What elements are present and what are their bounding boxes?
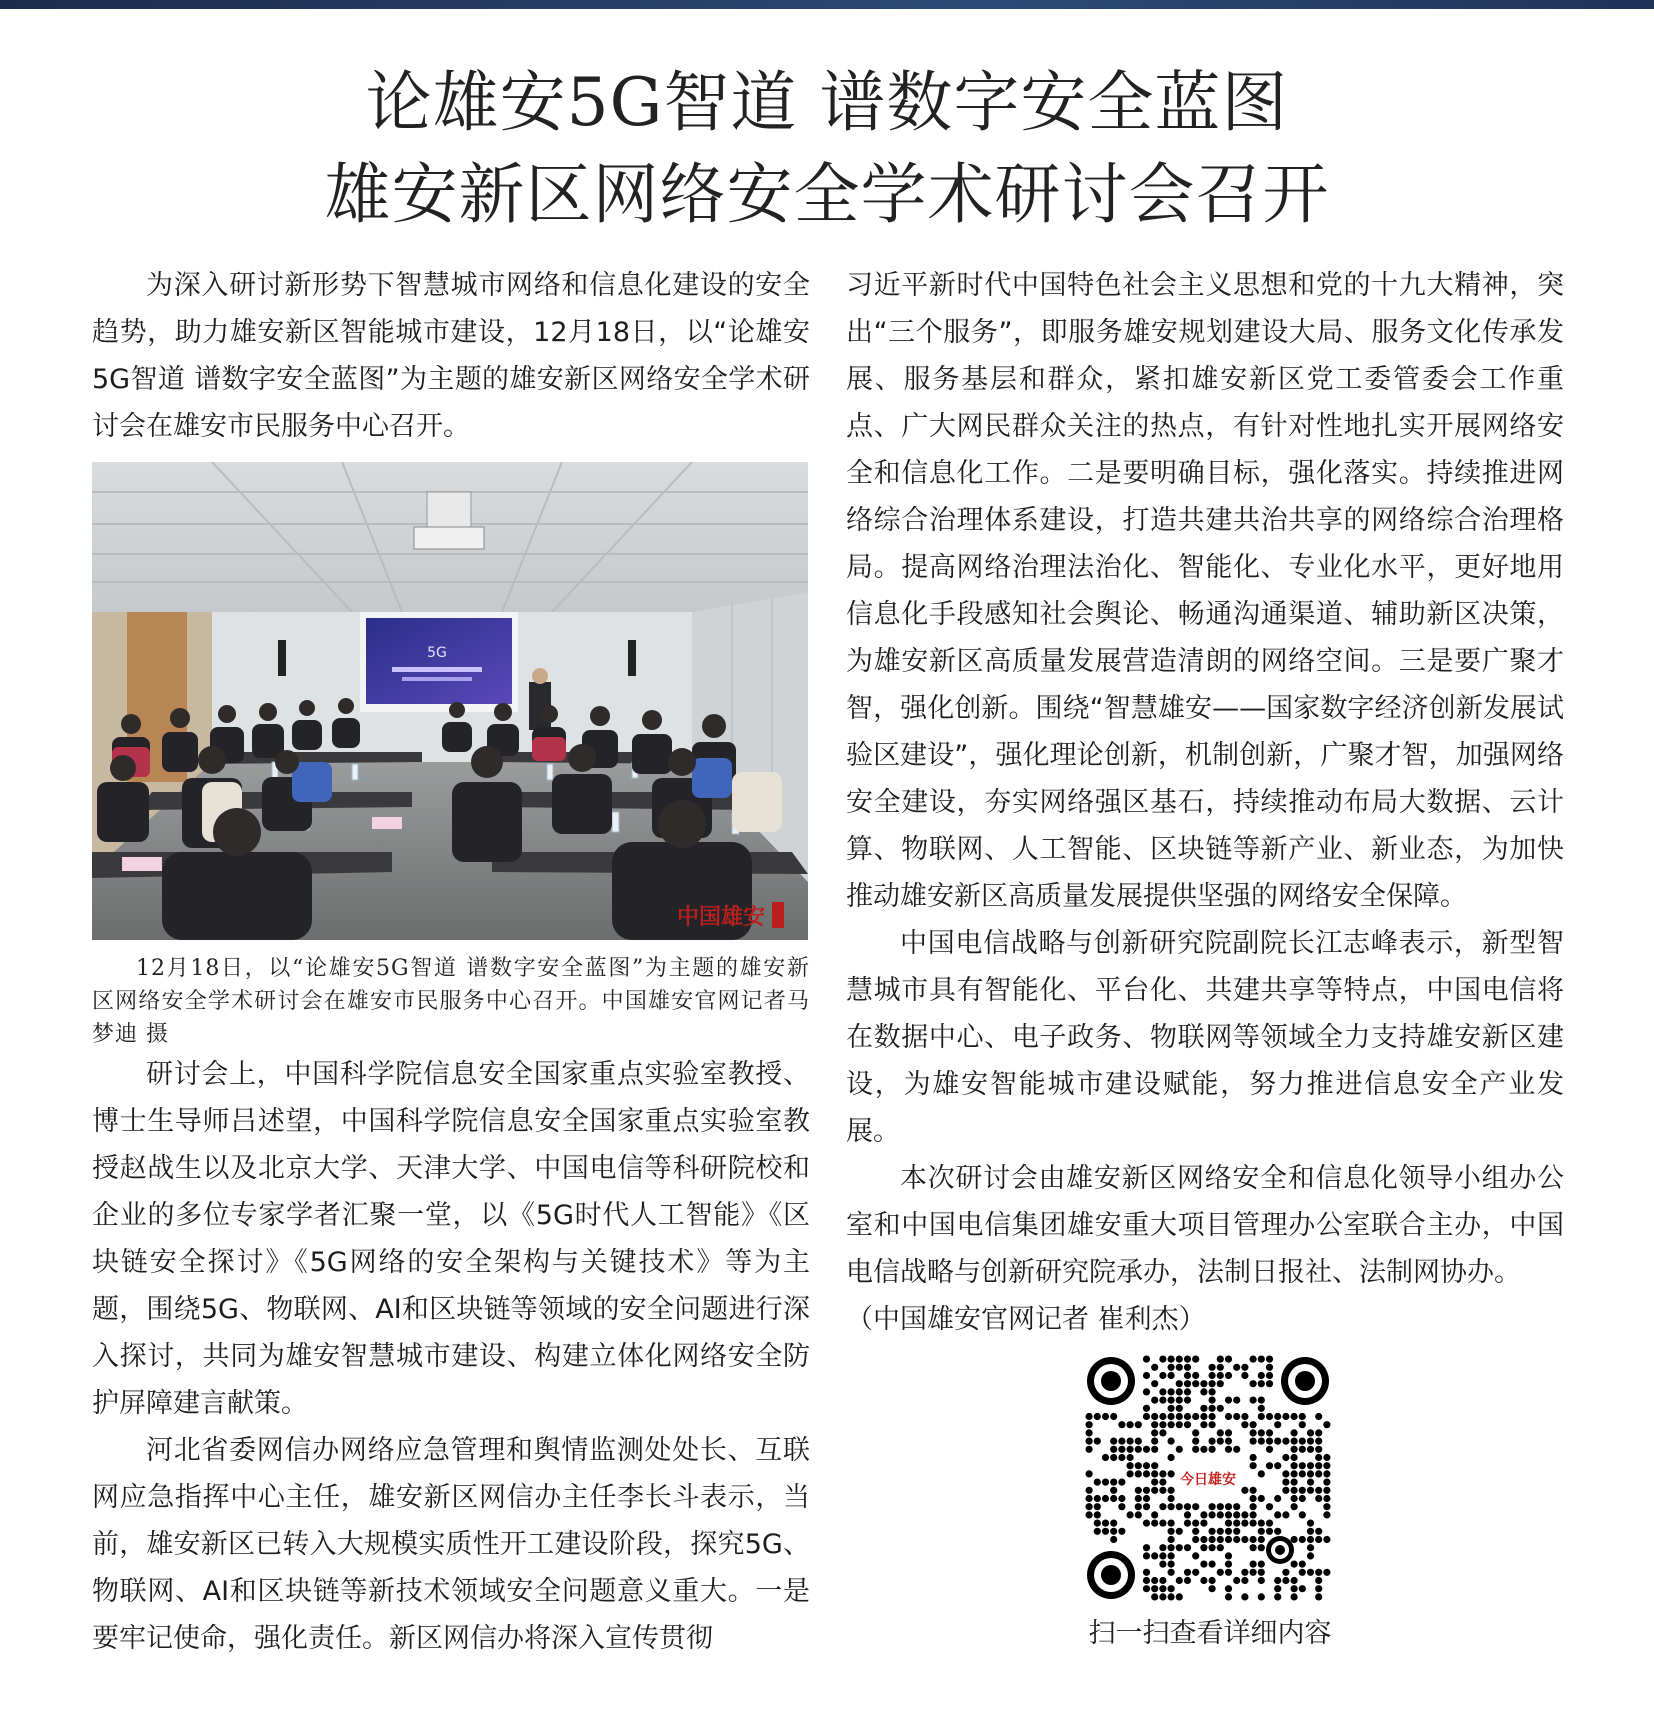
paragraph-experts: 研讨会上，中国科学院信息安全国家重点实验室教授、博士生导师吕述望，中国科学院信息安全国家重点实验室教授赵战生以及北京大学、天津大学、中国电信等科研院校和企业的多位专家学者汇聚一堂，以《5G时代人工智能》《区块链安全探讨》《5G网络的安全架构与关键技术》等为主题，围绕5G、物联网、AI和区块链等领域的安全问题进行深入探讨，共同为雄安智慧城市建设、构建立体化网络安全防护屏障建言献策。 xyxy=(92,1059,810,1419)
photo-caption: 12月18日，以“论雄安5G智道 谱数字安全蓝图”为主题的雄安新区网络安全学术研讨会在雄安市民服务中心召开。中国雄安官网记者马梦迪 摄 xyxy=(92,956,810,1047)
paragraph-li-changdou-continued: 习近平新时代中国特色社会主义思想和党的十九大精神，突出“三个服务”，即服务雄安规划建设大局、服务文化传承发展、服务基层和群众，紧扣雄安新区党工委管委会工作重点、广大网民群众关注的热点，有针对性地扎实开展网络安全和信息化工作。二是要明确目标，强化落实。持续推进网络综合治理体系建设，打造共建共治共享的网络综合治理格局。提高网络治理法治化、智能化、专业化水平，更好地用信息化手段感知社会舆论、畅通沟通渠道、辅助新区决策，为雄安新区高质量发展营造清朗的网络空间。三是要广聚才智，强化创新。围绕“智慧雄安——国家数字经济创新发展试验区建设”，强化理论创新，机制创新，广聚才智，加强网络安全建设，夯实网络强区基石，持续推动布局大数据、云计算、物联网、人工智能、区块链等新产业、新业态，为加快推动雄安新区高质量发展提供坚强的网络安全保障。 xyxy=(846,270,1564,912)
intro-paragraph: 为深入研讨新形势下智慧城市网络和信息化建设的安全趋势，助力雄安新区智能城市建设，12月18日，以“论雄安5G智道 谱数字安全蓝图”为主题的雄安新区网络安全学术研讨会在雄安市民服务中心召开。 xyxy=(92,270,810,442)
photo-watermark: 中国雄安 xyxy=(677,904,766,930)
conference-photo xyxy=(92,462,808,940)
headline-line-2: 雄安新区网络安全学术研讨会召开 xyxy=(324,156,1330,233)
svg-text:5G: 5G xyxy=(427,645,447,661)
paragraph-li-changdou: 河北省委网信办网络应急管理和舆情监测处处长、互联网应急指挥中心主任，雄安新区网信办主任李长斗表示，当前，雄安新区已转入大规模实质性开工建设阶段，探究5G、物联网、AI和区块链等新技术领域安全问题意义重大。一是要牢记使命，强化责任。新区网信办将深入宣传贯彻 xyxy=(92,1435,810,1654)
qr-code[interactable] xyxy=(1085,1355,1331,1601)
reporter-signoff: （中国雄安官网记者 崔利杰） xyxy=(846,1304,1206,1335)
top-banner-bar xyxy=(0,0,1654,9)
qr-scan-label: 扫一扫查看详细内容 xyxy=(1088,1618,1332,1649)
paragraph-jiang-zhifeng: 中国电信战略与创新研究院副院长江志峰表示，新型智慧城市具有智能化、平台化、共建共享等特点，中国电信将在数据中心、电子政务、物联网等领域全力支持雄安新区建设，为雄安智能城市建设赋能，努力推进信息安全产业发展。 xyxy=(846,928,1564,1147)
headline-line-1: 论雄安5G智道 谱数字安全蓝图 xyxy=(365,64,1289,141)
article-left-column xyxy=(92,262,810,1662)
qr-center-logo: 今日雄安 xyxy=(1180,1472,1236,1488)
qr-code-block[interactable] xyxy=(1085,1355,1335,1601)
paragraph-organizers: 本次研讨会由雄安新区网络安全和信息化领导小组办公室和中国电信集团雄安重大项目管理办公室联合主办，中国电信战略与创新研究院承办，法制日报社、法制网协办。 xyxy=(846,1163,1564,1288)
article-right-column xyxy=(846,262,1564,1343)
